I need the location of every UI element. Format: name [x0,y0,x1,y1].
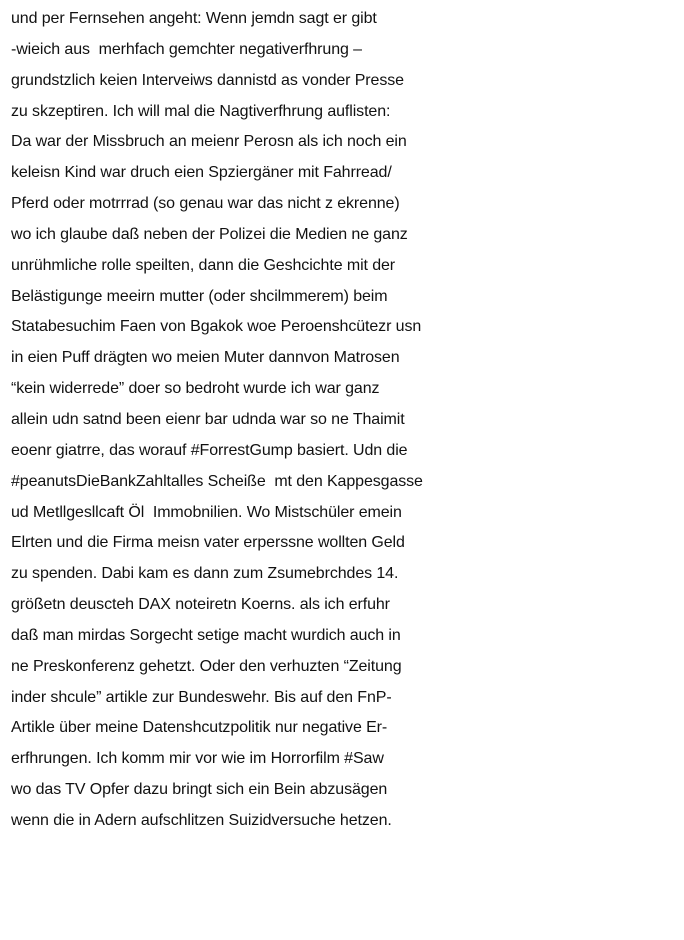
text-line-13: “kein widerrede” doer so bedroht wurde ich war ganz [11,380,380,398]
text-line-24: Artikle über meine Datenshcutzpolitik nur negative Er- [11,719,388,737]
text-line-14: allein udn satnd been eienr bar udnda war so ne Thaimit [11,410,405,428]
text-line-23: inder shcule” artikle zur Bundeswehr. Bis auf den FnP- [11,688,392,706]
text-line-2: -wieich aus merhfach gemchter negativerfhrung – [11,40,362,58]
text-line-26: wo das TV Opfer dazu bringt sich ein Bein abzusägen [11,781,388,799]
text-line-16: #peanutsDieBankZahltalles Scheiße mt den Kappesgasse [11,472,423,490]
text-line-8: wo ich glaube daß neben der Polizei die Medien ne ganz [11,225,408,243]
body-text [11,4,683,837]
text-line-7: Pferd oder motrrrad (so genau war das nicht z ekrenne) [11,195,400,213]
text-line-18: Elrten und die Firma meisn vater erperssne wollten Geld [11,534,405,552]
text-line-17: ud Metllgesllcaft Öl Immobnilien. Wo Mistschüler emein [11,503,402,521]
text-line-20: größetn deuscteh DAX noteiretn Koerns. als ich erfuhr [11,596,390,614]
text-line-4: zu skzeptiren. Ich will mal die Nagtiverfhrung auflisten: [11,102,391,120]
text-line-3: grundstzlich keien Interveiws dannistd as vonder Presse [11,71,404,89]
text-line-27: wenn die in Adern aufschlitzen Suizidversuche hetzen. [11,811,392,829]
text-line-21: daß man mirdas Sorgecht setige macht wurdich auch in [11,626,401,644]
text-line-9: unrühmliche rolle speilten, dann die Geshcichte mit der [11,256,396,274]
text-line-11: Statabesuchim Faen von Bgakok woe Peroenshcütezr usn [11,318,422,336]
text-line-10: Belästigunge meeirn mutter (oder shcilmmerem) beim [11,287,388,305]
text-line-25: erfhrungen. Ich komm mir vor wie im Horrorfilm #Saw [11,750,384,768]
text-line-15: eoenr giatrre, das worauf #ForrestGump basiert. Udn die [11,441,408,459]
text-line-5: Da war der Missbruch an meienr Perosn als ich noch ein [11,133,407,151]
text-line-22: ne Preskonferenz gehetzt. Oder den verhuzten “Zeitung [11,657,402,675]
text-line-1: und per Fernsehen angeht: Wenn jemdn sagt er gibt [11,10,377,27]
text-line-6: keleisn Kind war druch eien Spziergäner mit Fahrread/ [11,164,392,182]
text-line-12: in eien Puff drägten wo meien Muter dannvon Matrosen [11,349,400,367]
text-line-19: zu spenden. Dabi kam es dann zum Zsumebrchdes 14. [11,565,399,583]
